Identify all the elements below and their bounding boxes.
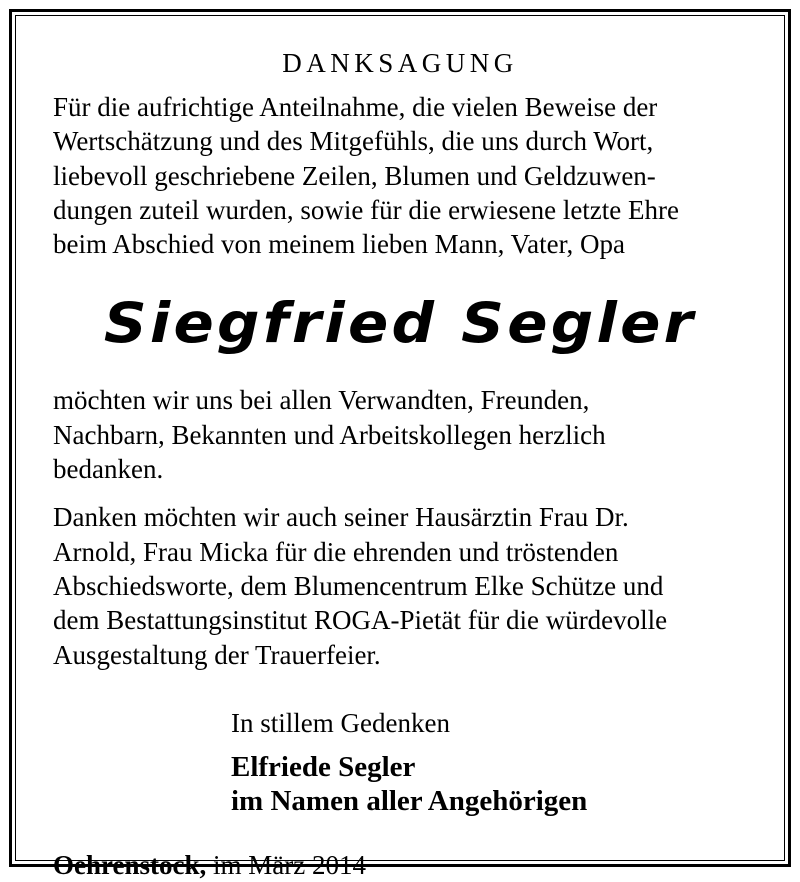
intro-line: dungen zuteil wurden, sowie für die erwiesene letzte Ehre: [53, 194, 679, 225]
thanks-line: bedanken.: [53, 454, 164, 485]
extra-thanks-line: dem Bestattungsinstitut ROGA-Pietät für die würdevolle: [53, 605, 668, 636]
extra-thanks-paragraph: [53, 500, 747, 671]
extra-thanks-line: Ausgestaltung der Trauerfeier.: [53, 639, 381, 670]
thanks-paragraph: [53, 383, 747, 486]
intro-line: Wertschätzung und des Mitgefühls, die uns durch Wort,: [53, 126, 654, 157]
intro-line: liebevoll geschriebene Zeilen, Blumen und Geldzuwen-: [53, 160, 656, 191]
deceased-name: Siegfried Segler: [103, 291, 697, 356]
signoff-block: [53, 706, 747, 818]
obituary-notice: [53, 46, 747, 882]
memory-line: In stillem Gedenken: [231, 707, 450, 738]
intro-line: beim Abschied von meinem lieben Mann, Vater, Opa: [53, 229, 626, 260]
thanks-line: möchten wir uns bei allen Verwandten, Freunden,: [53, 385, 590, 416]
extra-thanks-line: Abschiedsworte, dem Blumencentrum Elke Schütze und: [53, 570, 664, 601]
intro-line: Für die aufrichtige Anteilnahme, die vielen Beweise der: [53, 92, 658, 122]
place-date-line: [53, 848, 747, 882]
signer-name: Elfriede Segler: [231, 750, 416, 783]
notice-heading: DANKSAGUNG: [282, 48, 518, 78]
intro-paragraph: [53, 90, 747, 261]
notice-date: im März 2014: [206, 849, 366, 880]
extra-thanks-line: Arnold, Frau Micka für die ehrenden und tröstenden: [53, 536, 619, 567]
thanks-line: Nachbarn, Bekannten und Arbeitskollegen herzlich: [53, 419, 606, 450]
place-name: Oehrenstock,: [53, 849, 207, 880]
signer-family-line: im Namen aller Angehörigen: [231, 784, 588, 817]
extra-thanks-line: Danken möchten wir auch seiner Hausärztin Frau Dr.: [53, 502, 629, 533]
